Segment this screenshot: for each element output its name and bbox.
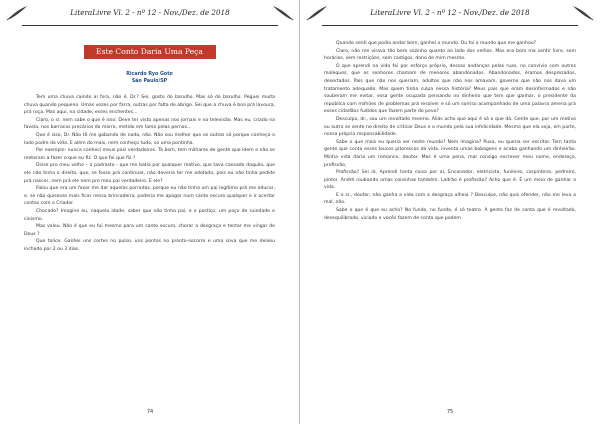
paragraph: Sabe o que mais eu queria ser neste mundo? Nem imagina? Puxa, eu queria ser escritor. Tem tanta gente que conta esses loucos pitorescos da vida, inventa umas bobagens e acaba ganhando um dinheirão. Minha vida daria um romance, doutor. Mas é uma pena, mal consigo escrever meu nome, endereço, profissão, [324,139,576,168]
page-number: 74 [146,409,154,415]
paragraph: Quando senti que podia andar bem, ganhei o mundo. Ou foi o mundo que me ganhou? [336,41,537,46]
paragraph: E o sr., doutor, não ganha a vida com a desgraça alheia ? Desculpe, não quis ofender, não me leva a mal, não. [324,192,576,206]
right-page [300,0,600,424]
paragraph: Que é isso, Dr. Não tô me gabando de nada, não. Não sou melhor que os outros só porque conheço o lado podre da vida. E além do mais, nem conheço tudo, só uma pontinha. [24,132,275,146]
page-header [0,5,300,23]
quill-pen-icon [572,5,594,21]
quill-pen-icon [306,5,328,21]
paragraph: Que tolice. Ganhei uns cortes no pulso, uns pontos no pronto-socorro e uma sova que me deixou inchado por 2 ou 3 dias. [24,239,275,252]
author-name: Ricardo Ryo Goto [126,72,173,77]
header-title: LiteraLivre Vl. 2 - nº 12 - Nov./Dez. de 2018 [70,8,230,17]
paragraph: Claro, o sr. nem sabe o que é isso: Deve ter visto apenas nos jornais e na televisão. Mas eu, criado na favela, nos barracos precários do morro, metido em lama pelas pernas... [24,117,275,131]
page-number: 75 [446,409,454,415]
paragraph: Chocado? Imagine eu, naquela idade, saber que não tinha pai, e o postiço, um poço de ruindade e cinismo. [24,208,275,222]
author-location: São Paulo/SP [131,79,168,84]
paragraph: Desculpa, dr., sou um revoltado mesmo. Aliás acho que aqui é só o que dá. Gente que, por um motivo ou outro se sente no direito de criticar Deus e o mundo pela sua infelicidade. Mesmo que ela seja, em parte, nossa própria responsabilidade. [324,116,576,138]
page-header [300,5,600,23]
author-block [24,71,275,85]
story-title: Este Conto Daria Uma Peça [84,45,216,59]
paragraph: Profissão? Sei lá. Aprendi tanta coisa por aí, Encanador, eletricista, funileiro, carpinteiro, pedreiro, pintor. André roubando umas coisinhas também. Ladrão é profissão? Acho que é. É um meio de ganhar a vida. [324,170,576,191]
quill-pen-icon [272,5,294,21]
right-page-content [324,40,576,222]
paragraph: Tem uma chuva caindo aí fora, não é, Dr.? Sei, gosto do barulho. Mas só do barulho. Peguei muita chuva quando pequeno. Umas vezes por farra, outras por falta de abrigo. Sei que a chuva é boa prá lavoura, prá roça. Mas aqui, na cidade, esses enchentes... [24,95,276,116]
left-page-content [24,30,275,253]
paragraph: O que aprendi na vida foi por esforço próprio, dessas andanças pelas ruas, no convívio com outros moleques, que os senhores chamam de menores abandonados. Abandonados, éramos desprezados, desertados. Pais que não nos queriam, adultos que não nos amavam, governo que não nos dava um tratamento adequado. Mas quem tinha culpa nessa história? Meus pais que eram desinformados e não souberam me evitar, essa gente ocupada pensando no dinheiro que tem que ganhar, o presidente da república com milhões de problemas prá resolver e só um sorriso acompanhado de uma palavra amena prá esses cidadãos fudidos que fazem parte do povo? [324,63,576,115]
paragraph: Por exemplo: nunca conheci meus pais verdadeiros. Tá bom, tem milhares de gente que idem e não se meteram a fazer o que eu fiz. O que foi que fiz ? [24,148,275,161]
quill-pen-icon [6,5,28,21]
paragraph: Disse pro meu velho – o padrasto - que me batia por qualquer motivo, que tava cansado daquilo, que ele não tinha o direito, que, se fosse prá continuar, não deveria ter me adotado, pois eu não tinha pedido prá nascer, nem prá ele nem pro meu pai verdadeiro. E ele? [24,163,275,184]
header-title: LiteraLivre Vl. 2 - nº 12 - Nov./Dez. de 2018 [370,8,530,17]
header-rule [322,25,578,26]
paragraph: Falou que era um favor me dar aquelas porradas, porque eu não tinha um pai legítimo prá me educar, e, se não quisesse mais ficar nessa brincadeira, poderia me apagar num canto escuro qualquer e ir acertar contas com o Criador. [24,186,275,207]
header-rule [22,25,278,26]
paragraph: Sabe o que é que eu acho? No fundo, no fundo, é só teatro. A gente faz de conta que é revoltado, desequilibrado, viciado e vocês fazem de conta que podem [324,208,576,221]
paragraph: Claro, não me virava tão bem sozinho quanto ao lado dos velhos. Mas era bom me sentir livre, sem horários, sem restrições, sem castigos, dono de mim mesmo. [324,48,576,62]
paragraph: Mas valeu. Não é que eu fui mesmo para um canto escuro, chorar a desgraça e tentar me vingar de Deus ? [24,224,275,237]
